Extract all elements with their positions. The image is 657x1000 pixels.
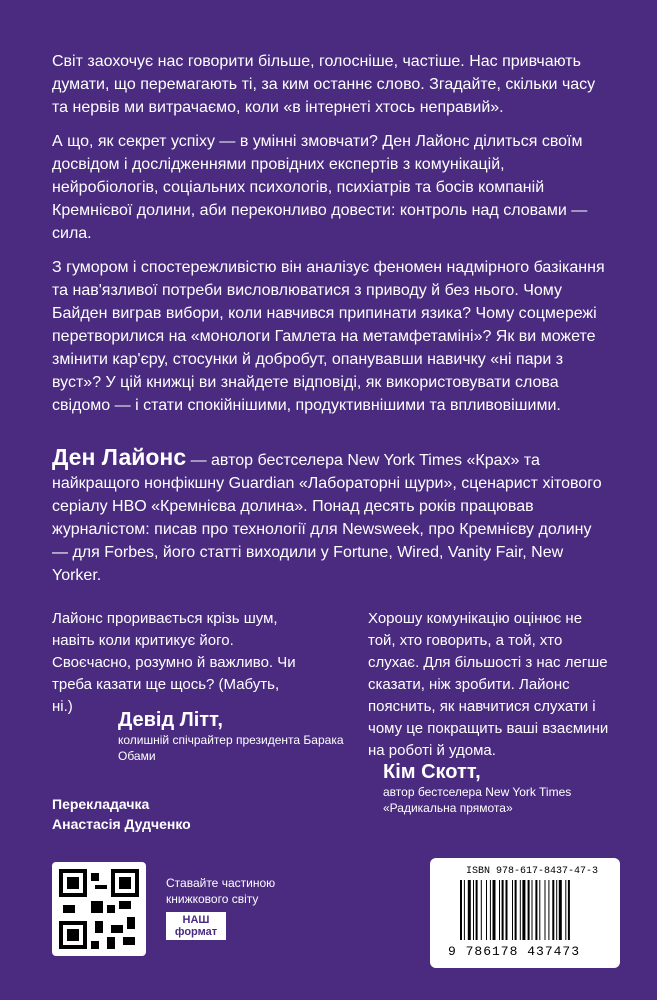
barcode-bar xyxy=(506,880,508,940)
barcode-bar xyxy=(565,880,566,940)
barcode-bar xyxy=(539,880,540,940)
barcode-bar xyxy=(535,880,537,940)
barcode-icon xyxy=(456,880,606,944)
barcode-bar xyxy=(552,880,554,940)
barcode-bar xyxy=(476,880,478,940)
translator-label: Перекладачка xyxy=(52,796,150,812)
reviewer-name-2: Кім Скотт, xyxy=(383,761,481,783)
publisher-logo xyxy=(166,912,226,940)
reviewer-role-1: колишній спічрайтер президента Барака Обами xyxy=(118,733,344,763)
join-text: Ставайте частиною книжкового світу xyxy=(166,876,276,906)
barcode-bar xyxy=(499,880,500,940)
barcode-bar xyxy=(520,880,521,940)
barcode-bar xyxy=(559,880,562,940)
book-description xyxy=(52,50,608,428)
barcode-bar xyxy=(512,880,513,940)
reviewer-role-2: автор бестселера New York Times «Радикальна прямота» xyxy=(383,785,572,815)
translator-credit xyxy=(52,794,272,834)
barcode-bar xyxy=(473,880,474,940)
review-quote-2: Хорошу комунікацію оцінює не той, хто говорить, а той, хто слухає. Для більшості з нас легше сказати, ніж зробити. Лайонс пояснить, як навчитися слухати і чому це покращить ваші взаємини на роботі й удома. xyxy=(368,610,609,759)
barcode-bar xyxy=(464,880,465,940)
author-bio xyxy=(52,446,608,587)
barcode-bar xyxy=(522,880,525,940)
qr-code-icon xyxy=(59,869,139,949)
review-quote-1: Лайонс проривається крізь шум, навіть коли критикує його. Своєчасно, розумно й важливо. Чи треба казати ще щось? (Мабуть, ні.) xyxy=(52,610,296,715)
barcode-bar xyxy=(545,880,546,940)
barcode-bar xyxy=(515,880,517,940)
barcode-panel xyxy=(430,858,620,968)
barcode-bar xyxy=(460,880,462,940)
barcode-bar xyxy=(481,880,482,940)
publisher-logo-top: НАШ xyxy=(182,914,210,926)
review-signature-1 xyxy=(118,708,348,764)
barcode-bar xyxy=(486,880,487,940)
author-bio-text: — автор бестселера New York Times «Крах» та найкращого нонфікшну Guardian «Лабораторні щури», сценарист хітового серіалу HBO «Кремнієва долина». Понад десять років працював журналістом: писав про технології для Newsweek, про Кремнієву долину — для Forbes, його статті виходили у Fortune, Wired, Vanity Fair, New Yorker. xyxy=(52,452,602,584)
description-paragraph-1: Світ заохочує нас говорити більше, голосніше, частіше. Нас привчають думати, що перемагають ті, за ким останнє слово. Згадайте, скільки часу та нервів ми витрачаємо, коли «в інтернеті хтось неправий». xyxy=(52,53,596,116)
publisher-logo-bottom: формат xyxy=(174,926,218,938)
barcode-number: 9 786178 437473 xyxy=(448,944,581,959)
barcode-bar xyxy=(532,880,533,940)
isbn-number: ISBN 978-617-8437-47-3 xyxy=(466,866,599,877)
qr-code[interactable] xyxy=(52,862,146,956)
barcode-bar xyxy=(568,880,570,940)
reviewer-name-1: Девід Літт, xyxy=(118,709,223,731)
author-name: Ден Лайонс xyxy=(52,444,187,470)
review-signature-2 xyxy=(383,760,633,816)
barcode-bar xyxy=(556,880,557,940)
barcode-bar xyxy=(468,880,471,940)
barcode-bar xyxy=(528,880,530,940)
barcode-bar xyxy=(502,880,504,940)
description-paragraph-2: А що, як секрет успіху — в умінні змовчати? Ден Лайонс ділиться своїм досвідом і дослідженнями провідних експертів з комунікацій, нейробіологів, соціальних психологів, психіатрів та босів компаній Кремнієвої долини, аби переконливо довести: контроль над словами — сила. xyxy=(52,133,588,242)
translator-name: Анастасія Дудченко xyxy=(52,816,191,832)
barcode-bar xyxy=(548,880,549,940)
description-paragraph-3: З гумором і спостережливістю він аналізує феномен надмірного базікання та нав'язливої потреби висловлюватися з приводу й без нього. Чому Байден виграв вибори, коли навчився припинати язика? Чому соцмережі перетворилися на «монологи Гамлета на метамфетаміні»? Як ви можете змінити кар'єру, стосунки й добробут, опанувавши навичку «ні пари з вуст»? У цій книжці ви знайдете відповіді, як використовувати слова свідомо — і стати спокійнішими, продуктивнішими та впливовішими. xyxy=(52,259,605,414)
barcode-bar xyxy=(493,880,496,940)
barcode-bar xyxy=(490,880,491,940)
